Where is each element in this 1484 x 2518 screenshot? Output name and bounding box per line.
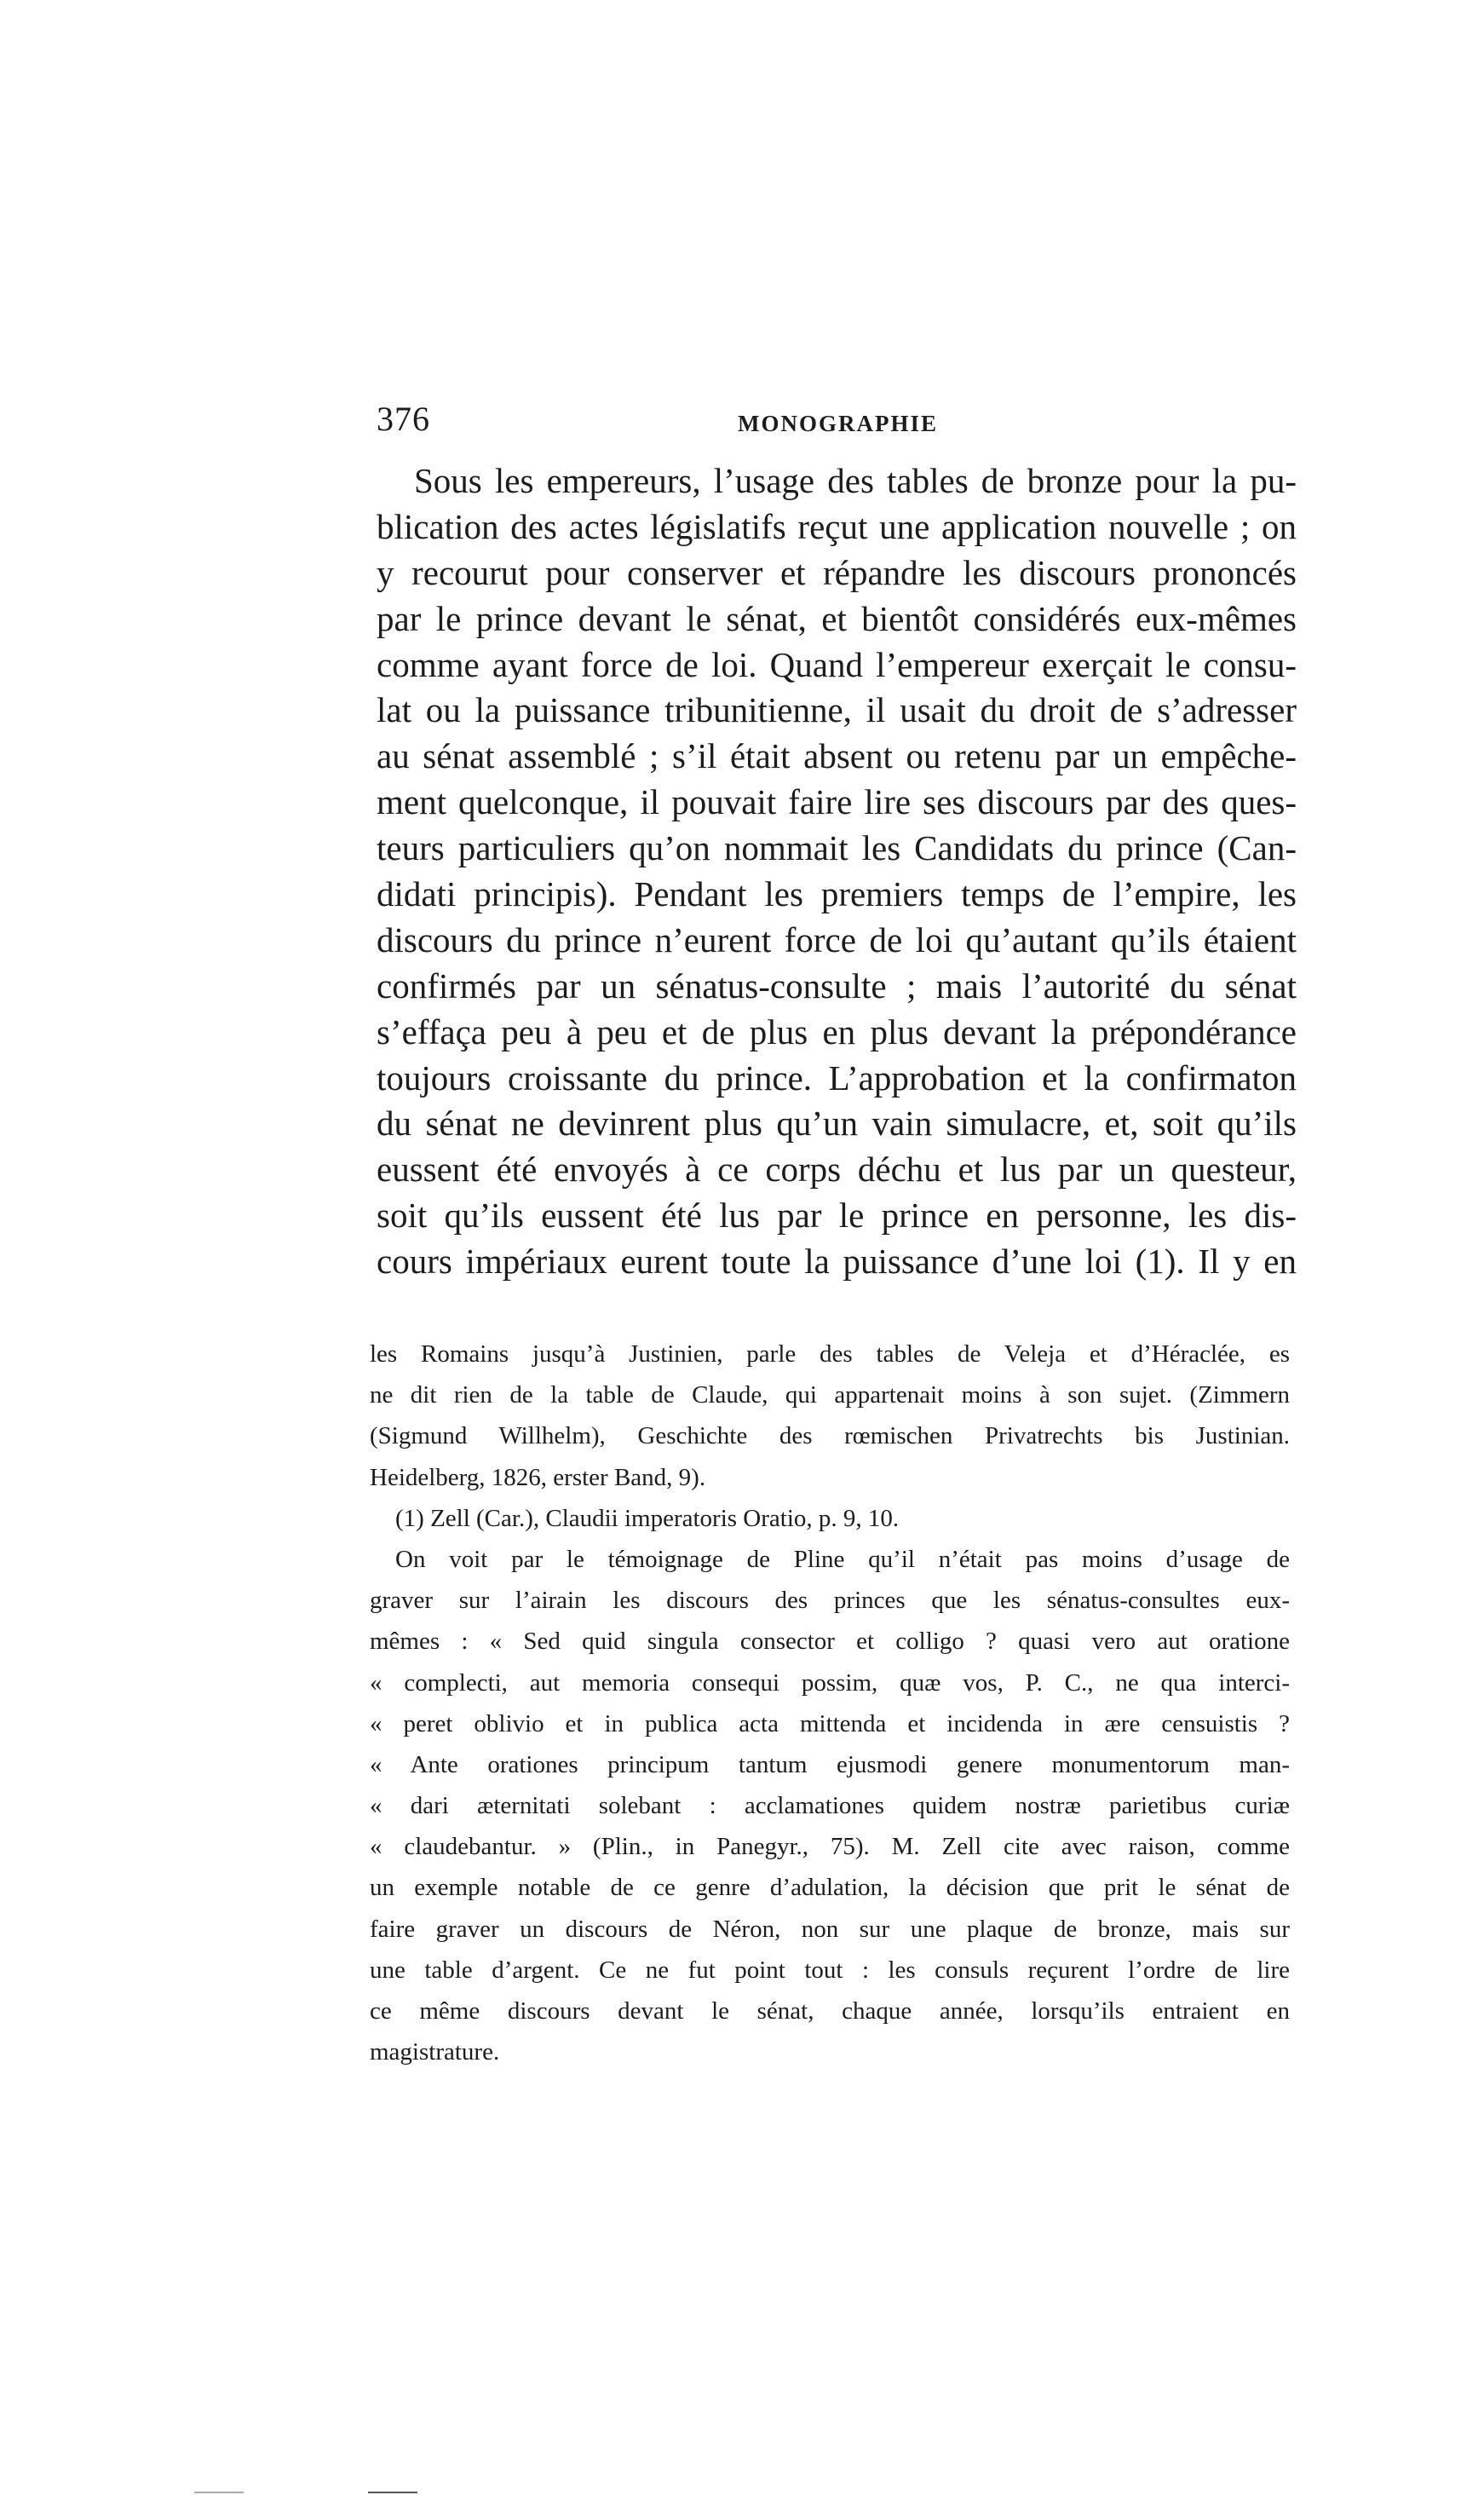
footnote-line: « complecti, aut memoria consequi possim, quæ vos, P. C., ne qua interci- — [370, 1668, 1290, 1697]
body-line: confirmés par un sénatus-consulte ; mais l’autorité du sénat — [377, 965, 1297, 1005]
footnote-line: une table d’argent. Ce ne fut point tout : les consuls reçurent l’ordre de lire — [370, 1956, 1290, 1984]
footnote-line: (1) Zell (Car.), Claudii imperatoris Oratio, p. 9, 10. — [395, 1504, 900, 1532]
scan-mark — [368, 2492, 417, 2493]
footnote-line: mêmes : « Sed quid singula consector et colligo ? quasi vero aut oratione — [370, 1628, 1290, 1656]
footnote-line: graver sur l’airain les discours des princes que les sénatus-consultes eux- — [370, 1587, 1290, 1615]
body-line: teurs particuliers qu’on nommait les Candidats du prince (Can- — [377, 828, 1297, 868]
footnote-line: (Sigmund Willhelm), Geschichte des rœmischen Privatrechts bis Justinian. — [370, 1422, 1290, 1450]
body-line: par le prince devant le sénat, et bientôt considérés eux-mêmes — [377, 598, 1297, 638]
footnote-line: magistrature. — [370, 2038, 500, 2066]
footnote-line: ce même discours devant le sénat, chaque année, lorsqu’ils entraient en — [370, 1997, 1290, 2025]
body-line: comme ayant force de loi. Quand l’empereur exerçait le consu- — [377, 644, 1297, 684]
body-line: y recourut pour conserver et répandre les discours prononcés — [377, 552, 1297, 592]
body-line: blication des actes législatifs reçut une application nouvelle ; on — [377, 506, 1297, 546]
footnote-line: Heidelberg, 1826, erster Band, 9). — [370, 1463, 706, 1491]
page-number: 376 — [377, 400, 430, 438]
body-line: toujours croissante du prince. L’approbation et la confirmaton — [377, 1057, 1297, 1098]
footnote-line: un exemple notable de ce genre d’adulation, la décision que prit le sénat de — [370, 1874, 1290, 1902]
body-line: s’effaça peu à peu et de plus en plus devant la prépondérance — [377, 1011, 1297, 1052]
body-line: Sous les empereurs, l’usage des tables de bronze pour la pu- — [414, 461, 1297, 500]
body-line: soit qu’ils eussent été lus par le prince en personne, les dis- — [377, 1196, 1297, 1236]
footnote-line: « Ante orationes principum tantum ejusmodi genere monumentorum man- — [370, 1750, 1290, 1778]
body-line: lat ou la puissance tribunitienne, il usait du droit de s’adresser — [377, 690, 1297, 730]
body-line: au sénat assemblé ; s’il était absent ou retenu par un empêche- — [377, 736, 1297, 776]
footnote-line: faire graver un discours de Néron, non sur une plaque de bronze, mais sur — [370, 1915, 1290, 1943]
body-line: cours impériaux eurent toute la puissance d’une loi (1). Il y en — [377, 1242, 1297, 1282]
footnote-line: ne dit rien de la table de Claude, qui appartenait moins à son sujet. (Zimmern — [370, 1381, 1290, 1409]
body-line: du sénat ne devinrent plus qu’un vain simulacre, et, soit qu’ils — [377, 1103, 1297, 1144]
running-title: MONOGRAPHIE — [738, 411, 938, 436]
body-line: discours du prince n’eurent force de loi qu’autant qu’ils étaient — [377, 919, 1297, 959]
body-line: ment quelconque, il pouvait faire lire ses discours par des ques- — [377, 782, 1297, 822]
body-line: eussent été envoyés à ce corps déchu et lus par un questeur, — [377, 1150, 1297, 1190]
footnote-line: « claudebantur. » (Plin., in Panegyr., 75). M. Zell cite avec raison, comme — [370, 1833, 1290, 1861]
footnotes — [370, 1334, 1290, 2072]
body-line: didati principis). Pendant les premiers temps de l’empire, les — [377, 874, 1297, 914]
footnote-line: On voit par le témoignage de Pline qu’il n’était pas moins d’usage de — [395, 1545, 1290, 1573]
footnote-line: les Romains jusqu’à Justinien, parle des tables de Veleja et d’Héraclée, es — [370, 1340, 1290, 1368]
footnote-line: « peret oblivio et in publica acta mittenda et incidenda in ære censuistis ? — [370, 1709, 1290, 1737]
scan-mark — [194, 2492, 244, 2493]
main-text — [377, 458, 1297, 1285]
footnote-line: « dari æternitati solebant : acclamationes quidem nostræ parietibus curiæ — [370, 1792, 1290, 1820]
